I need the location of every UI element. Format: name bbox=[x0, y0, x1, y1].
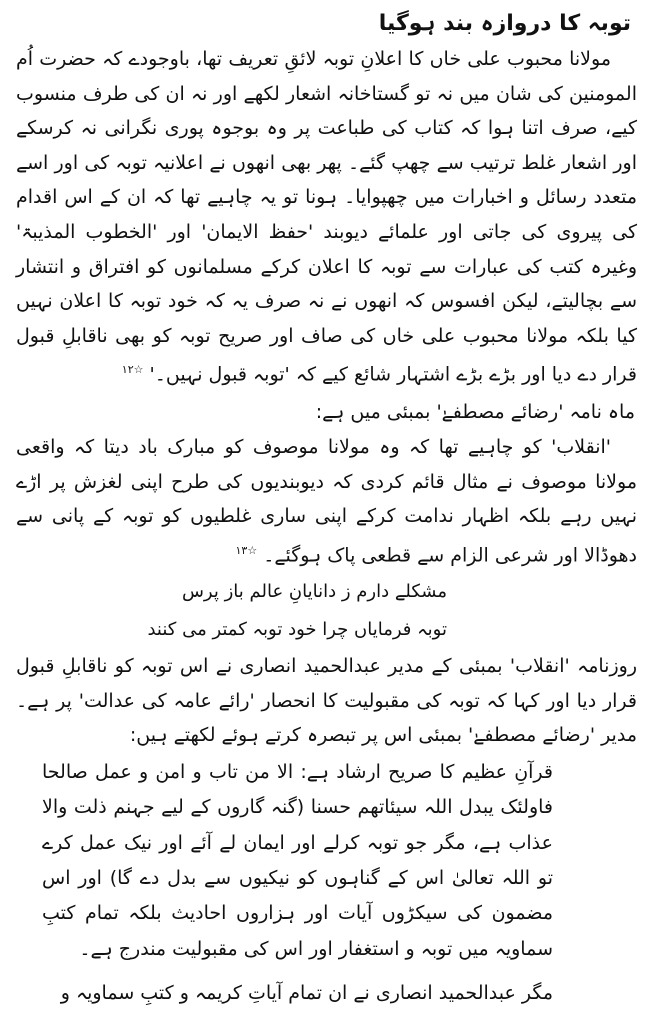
quote-paragraph-1 bbox=[16, 430, 637, 573]
verse-line-1: مشکلے دارم ز دانایانِ عالم باز پرس bbox=[181, 580, 447, 602]
quote-1-text: 'انقلاب' کو چاہیے تھا کہ وہ مولانا موصوف کو مبارک باد دیتا کہ واقعی مولانا موصوف نے مثال قائم کردی کہ دیوبندیوں کی طرح اپنی لغزش پر اڑے نہیں رہے بلکہ اظہار ندامت کرکے اپنی ساری غلطیوں کو توبہ کے پانی سے دھوڈالا اور شرعی الزام سے قطعی پاک ہوگئے۔ bbox=[16, 436, 637, 567]
body-paragraph-1 bbox=[16, 42, 637, 392]
footnote-marker-12: ☆۱۲ bbox=[121, 363, 144, 377]
quran-quote-block: قرآنِ عظیم کا صریح ارشاد ہے: الا من تاب و امن و عمل صالحا فاولئک یبدل اللہ سیئاتھم حسنا (گنہ گاروں کے لیے جہنم ذلت والا عذاب ہے، مگر جو توبہ کرلے اور ایمان لے آئے اور نیک عمل کرے تو اللہ تعالیٰ اس کے گناہوں کو نیکیوں سے بدل دے گا) اور اس مضمون کی سیکڑوں آیات اور ہزاروں احادیث بلکہ تمام کتبِ سماویہ میں توبہ و استغفار اور اس کی مقبولیت مندرج ہے۔ bbox=[42, 760, 553, 960]
section-title: توبہ کا دروازہ بند ہوگیا bbox=[378, 11, 631, 36]
footnote-marker-13: ☆۱۳ bbox=[235, 544, 258, 558]
persian-verse bbox=[16, 573, 637, 649]
continuation-line: مگر عبدالحمید انصاری نے ان تمام آیاتِ کریمہ و کتبِ سماویہ و bbox=[60, 982, 553, 1005]
body-paragraph-2: روزنامہ 'انقلاب' بمبئی کے مدیر عبدالحمید انصاری نے اس توبہ کو ناقابلِ قبول قرار دیا اور کہا کہ توبہ کی مقبولیت کا انحصار 'رائے عامہ کی عدالت' پر ہے۔ مدیر 'رضائے مصطفےٰ' بمبئی اس پر تبصرہ کرتے ہوئے لکھتے ہیں: bbox=[16, 654, 637, 747]
source-heading: ماہ نامہ 'رضائے مصطفےٰ' بمبئی میں ہے: bbox=[315, 401, 635, 424]
verse-line-2: توبہ فرمایاں چرا خود توبہ کمتر می کنند bbox=[147, 618, 447, 640]
paragraph-1-text: مولانا محبوب علی خاں کا اعلانِ توبہ لائقِ تعریف تھا، باوجودے کہ حضرت اُم المومنین کی شان میں نہ تو گستاخانہ اشعار لکھے اور نہ ان کی طرف منسوب کیے، صرف اتنا ہوا کہ کتاب کی طباعت پر وہ بوجوہ پوری نگرانی نہ کرسکے اور اشعار غلط ترتیب سے چھپ گئے۔ پھر بھی انھوں نے اعلانیہ توبہ کی اور اسے متعدد رسائل و اخبارات میں چھپوایا۔ ہونا تو یہ چاہیے تھا کہ ان کے اس اقدام کی پیروی کی جاتی اور علمائے دیوبند 'حفظ الایمان' اور 'الخطوب المذیبۃ' وغیرہ کتب کی عبارات سے توبہ کا اعلان کرکے مسلمانوں کو افتراق و انتشار سے بچالیتے، لیکن افسوس کہ انھوں نے نہ صرف یہ کہ خود توبہ کا اعلان نہیں کیا بلکہ مولانا محبوب علی خاں کی صاف اور صریح توبہ کو بھی ناقابلِ قبول قرار دے دیا اور بڑے بڑے اشتہار شائع کیے کہ 'توبہ قبول نہیں۔' bbox=[16, 48, 637, 386]
